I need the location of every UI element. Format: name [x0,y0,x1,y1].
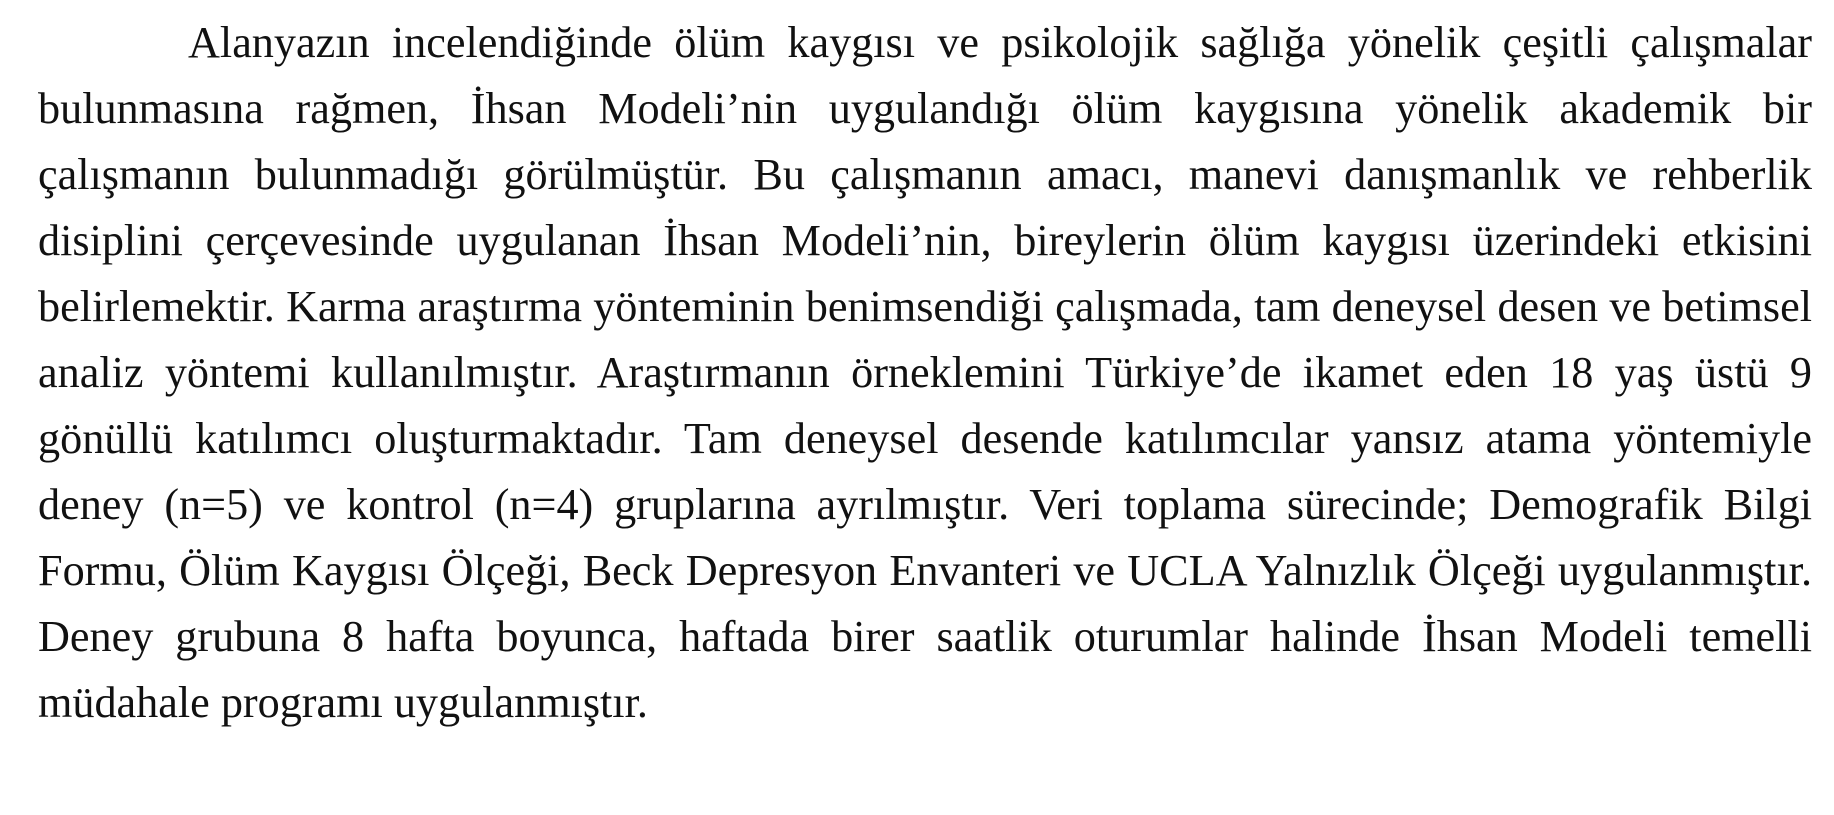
body-paragraph: Alanyazın incelendiğinde ölüm kaygısı ve psikolojik sağlığa yönelik çeşitli çalışmalar bulunmasına rağmen, İhsan Modeli’nin uygulandığı ölüm kaygısına yönelik akademik bir çalışmanın bulunmadığı görülmüştür. Bu çalışmanın amacı, manevi danışmanlık ve rehberlik disiplini çerçevesinde uygulanan İhsan Modeli’nin, bireylerin ölüm kaygısı üzerindeki etkisini belirlemektir. Karma araştırma yönteminin benimsendiği çalışmada, tam deneysel desen ve betimsel analiz yöntemi kullanılmıştır. Araştırmanın örneklemini Türkiye’de ikamet eden 18 yaş üstü 9 gönüllü katılımcı oluşturmaktadır. Tam deneysel desende katılımcılar yansız atama yöntemiyle deney (n=5) ve kontrol (n=4) gruplarına ayrılmıştır. Veri toplama sürecinde; Demografik Bilgi Formu, Ölüm Kaygısı Ölçeği, Beck Depresyon Envanteri ve UCLA Yalnızlık Ölçeği uygulanmıştır. Deney grubuna 8 hafta boyunca, haftada birer saatlik oturumlar halinde İhsan Modeli temelli müdahale programı uygulanmıştır. [38,18,1812,727]
